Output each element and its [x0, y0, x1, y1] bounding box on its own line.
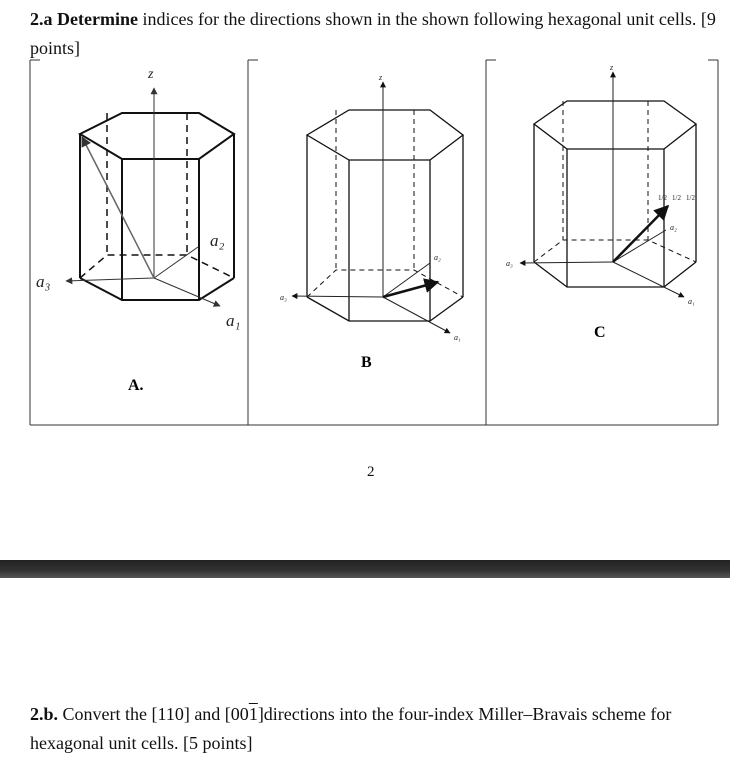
panel-a-caption: A. — [128, 377, 144, 394]
panel-a-axes — [66, 88, 220, 306]
panel-c-fraction-1: 1/2 — [658, 194, 667, 202]
panel-c-a2-label: a₂ — [670, 223, 677, 232]
page-number: 2 — [367, 464, 375, 480]
panel-a-hidden-edges — [80, 113, 234, 278]
panel-c-fraction-3: 1/2 — [686, 194, 695, 202]
panel-b-z-label: z — [379, 73, 383, 82]
panel-b-a1-label: a₁ — [454, 333, 461, 342]
panel-b-a2-label: a₂ — [434, 253, 441, 262]
panel-c-fraction-2: 1/2 — [672, 194, 681, 202]
panel-c-caption: C — [594, 324, 606, 341]
panel-c-z-label: z — [610, 63, 614, 72]
panel-c-a3-label: a₃ — [506, 259, 513, 268]
panel-a-z-label: z — [148, 67, 154, 82]
question-2b — [30, 700, 725, 758]
panel-b-hidden-edges — [307, 110, 463, 297]
panel-a-a1-label: a₁ — [226, 311, 241, 330]
panel-c-axes — [520, 72, 684, 297]
panel-a-a3-label: a₃ — [36, 272, 51, 291]
question-2a-number: 2.a — [30, 9, 53, 29]
panel-a-a2-label: a₂ — [210, 231, 225, 250]
panel-frame — [30, 60, 718, 425]
panel-b-caption: B — [361, 354, 372, 371]
panel-c-a1-label: a₁ — [688, 297, 695, 306]
question-2a-text: indices for the directions shown in the shown following hexagonal unit cells. [9 points] — [30, 9, 716, 58]
panel-a-cell — [80, 113, 234, 300]
question-2b-text-after: ]directions into the four-index Miller–Bravais scheme for hexagonal unit cells. [5 points] — [30, 704, 672, 753]
question-2b-text-before: Convert the [110] and [00 — [62, 704, 249, 724]
question-2a-bold-word: Determine — [57, 9, 138, 29]
question-2b-number: 2.b. — [30, 704, 59, 724]
panel-b-a3-label: a₃ — [280, 293, 287, 302]
page-divider — [0, 560, 730, 578]
panel-c-hidden-edges — [534, 101, 696, 262]
question-2b-overbar-digit: 1 — [248, 704, 258, 724]
panel-b-cell — [307, 110, 463, 321]
panel-b-axes — [292, 82, 450, 333]
